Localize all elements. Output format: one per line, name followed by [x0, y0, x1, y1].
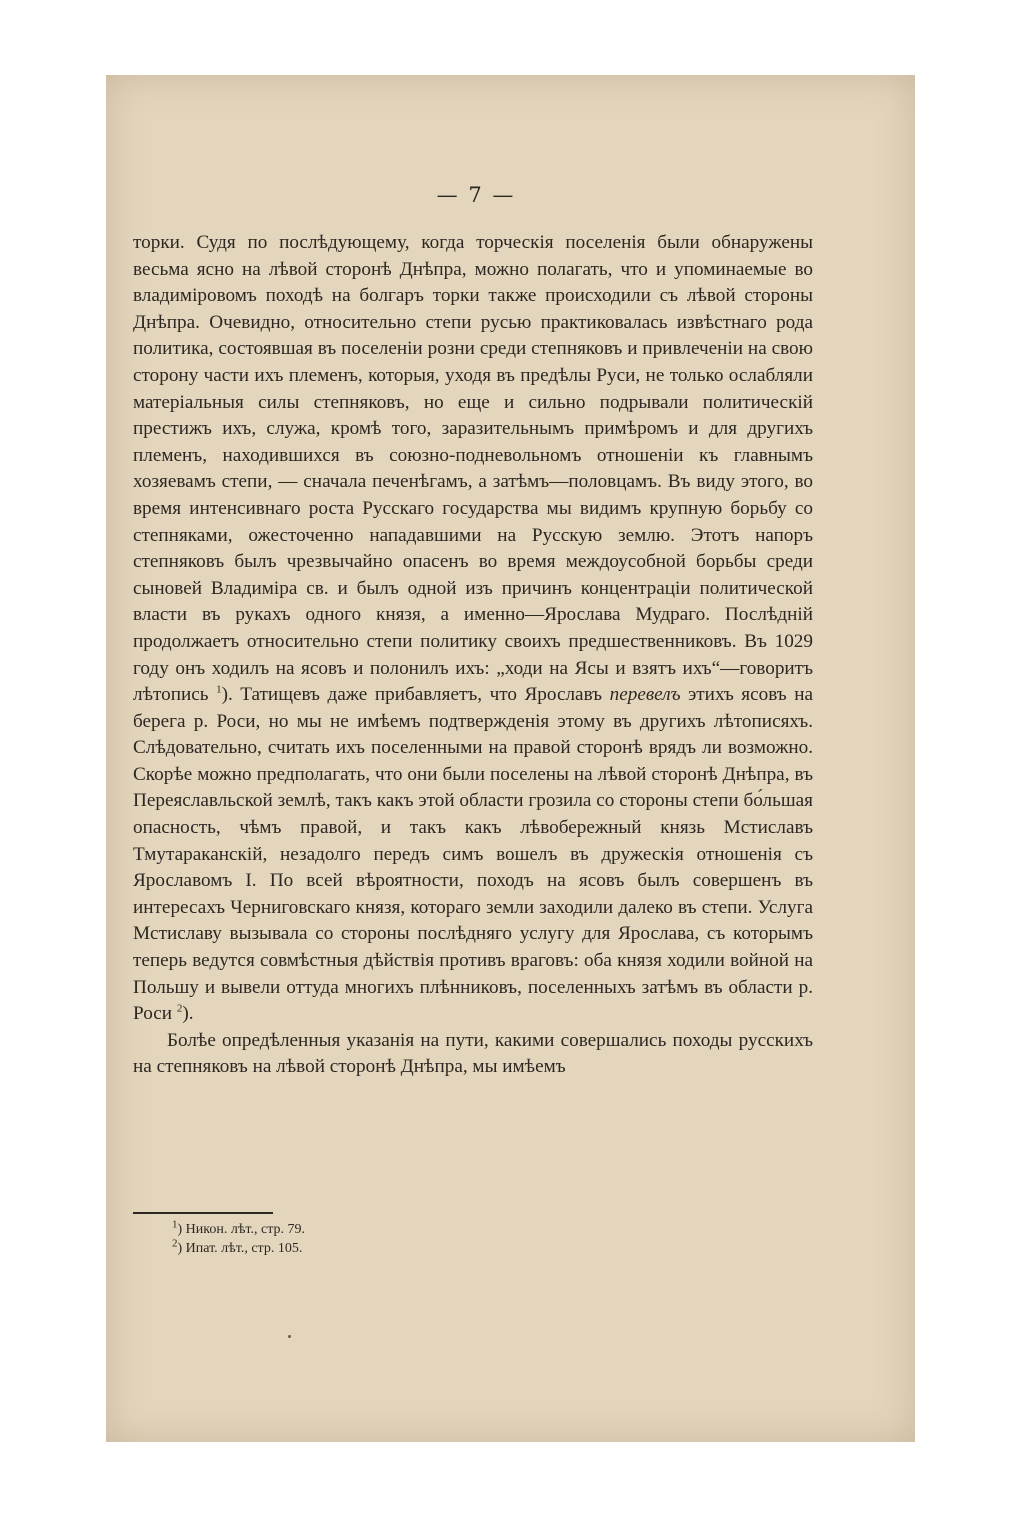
- paragraph-1-text-d: ).: [182, 1003, 194, 1025]
- footnote-divider: [133, 1212, 273, 1214]
- page-number: — 7 —: [436, 183, 516, 207]
- scanned-page: [106, 75, 915, 1442]
- footnote-2-text: ) Ипат. лѣт., стр. 105.: [177, 1241, 303, 1256]
- paragraph-1: [133, 230, 813, 1028]
- body-text: [133, 230, 813, 1081]
- footnote-1-text: ) Никон. лѣт., стр. 79.: [177, 1222, 306, 1237]
- paper-speck: [288, 1335, 291, 1338]
- footnote-2: [172, 1239, 772, 1258]
- paragraph-2: Болѣе опредѣленныя указанія на пути, какими совершались походы русскихъ на степняковъ на лѣвой сторонѣ Днѣпра, мы имѣемъ: [133, 1029, 813, 1078]
- footnote-mark-2: 2: [172, 1237, 178, 1250]
- emphasized-word: перевелъ: [609, 684, 681, 706]
- footnotes: [172, 1220, 772, 1258]
- footnote-ref-1: 1: [216, 683, 222, 696]
- footnote-mark-1: 1: [172, 1218, 178, 1231]
- paragraph-1-text-c: этихъ ясовъ на берега р. Роси, но мы не имѣемъ подтвержденія этому въ другихъ лѣтописяхъ. Слѣдовательно, считать ихъ поселенными на правой сторонѣ врядъ ли возможно. Скорѣе можно предполагать, что они были поселены на лѣвой сторонѣ Днѣпра, въ Переяславльской землѣ, такъ какъ этой области грозила со стороны степи бо́льшая опасность, чѣмъ правой, и такъ какъ лѣвобережный князь Мстиславъ Тмутараканскій, незадолго передъ симъ вошелъ въ дружескія отношенія съ Ярославомъ I. По всей вѣроятности, походъ на ясовъ былъ совершенъ въ интересахъ Черниговскаго князя, котораго земли заходили далеко въ степи. Услуга Мстиславу вызывала со стороны послѣдняго услугу для Ярослава, съ которымъ теперь ведутся совмѣстныя дѣйствія противъ враговъ: оба князя ходили войной на Польшу и вывели оттуда многихъ плѣнниковъ, поселенныхъ затѣмъ въ области р. Роси: [133, 684, 814, 1025]
- paragraph-1-text-a: торки. Судя по послѣдующему, когда торческія поселенія были обнаружены весьма ясно на лѣвой сторонѣ Днѣпра, можно полагать, что и упоминаемые во владиміровомъ походѣ на болгаръ торки также происходили съ лѣвой стороны Днѣпра. Очевидно, относительно степи русью практиковалась извѣстнаго рода политика, состоявшая въ поселеніи розни среди степняковъ и привлеченіи на свою сторону части ихъ племенъ, которыя, уходя въ предѣлы Руси, не только ослабляли матеріальныя силы степняковъ, но еще и сильно подрывали политическій престижъ ихъ, служа, кромѣ того, заразительнымъ примѣромъ и для другихъ племенъ, находившихся въ союзно-подневольномъ отношеніи къ главнымъ хозяевамъ степи, — сначала печенѣгамъ, а затѣмъ—половцамъ. Въ виду этого, во время интенсивнаго роста Русскаго государства мы видимъ крупную борьбу со степняками, ожесточенно нападавшими на Русскую землю. Этотъ напоръ степняковъ былъ чрезвычайно опасенъ во время междоусобной борьбы среди сыновей Владиміра св. и былъ одной изъ причинъ концентраціи политической власти въ рукахъ одного князя, а именно—Ярослава Мудраго. Послѣдній продолжаетъ относительно степи политику своихъ предшественниковъ. Въ 1029 году онъ ходилъ на ясовъ и полонилъ ихъ: „ходи на Ясы и взятъ ихъ“—говоритъ лѣтопись: [133, 232, 813, 706]
- paragraph-1-text-b: ). Татищевъ даже прибавляетъ, что Ярославъ: [221, 684, 603, 706]
- footnote-1: [172, 1220, 772, 1239]
- footnote-ref-2: 2: [176, 1002, 183, 1015]
